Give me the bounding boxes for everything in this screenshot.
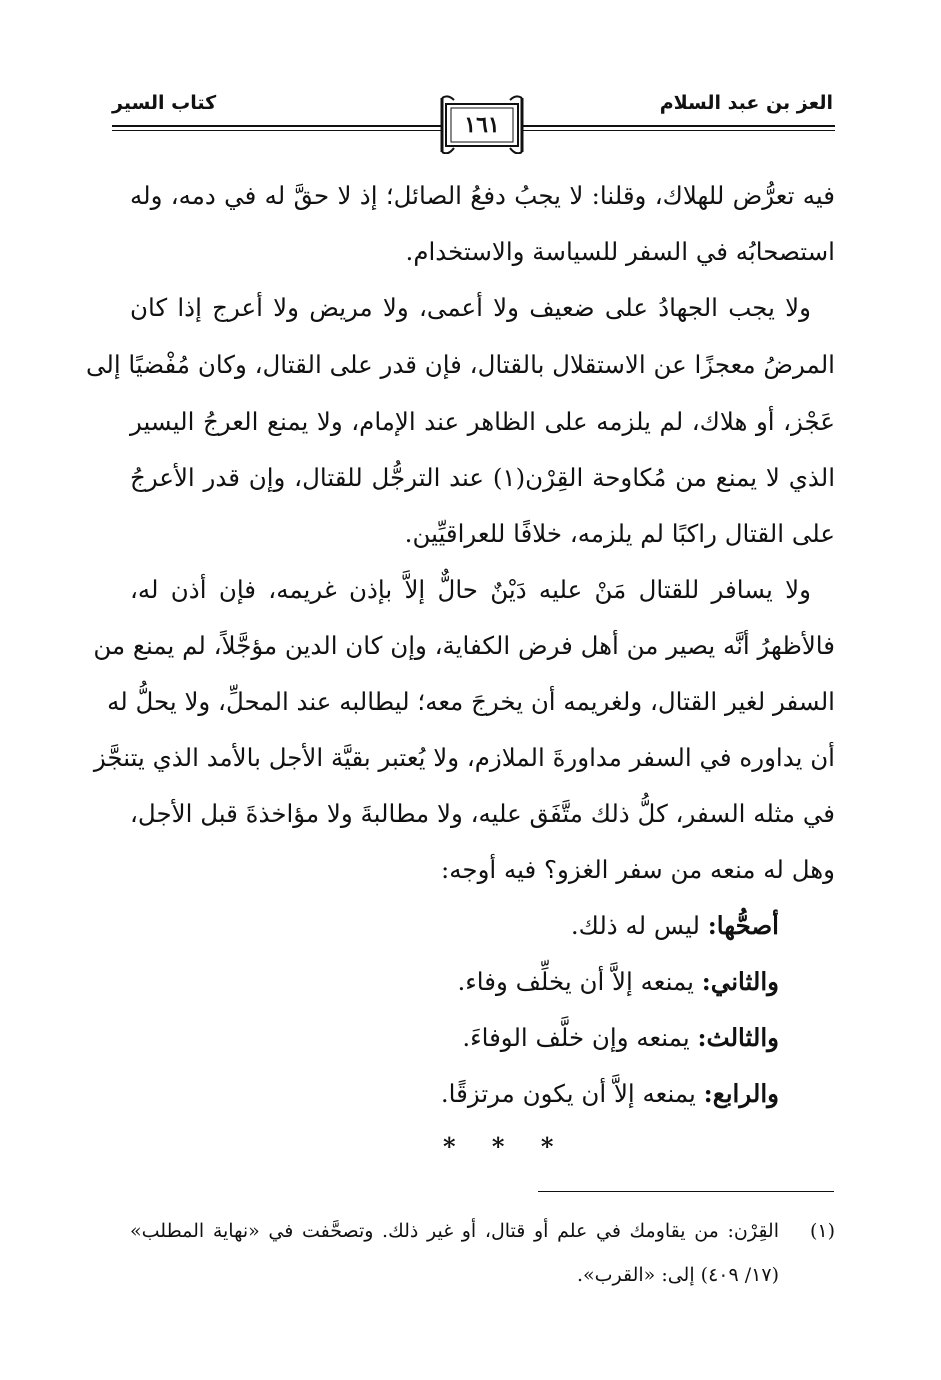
header-rule-right-thin xyxy=(522,130,835,131)
option-text: يمنعه إلاَّ أن يخلِّف وفاء. xyxy=(457,967,702,996)
option-text: يمنعه إلاَّ أن يكون مرتزقًا. xyxy=(440,1079,704,1108)
option-label: والرابع: xyxy=(703,1079,779,1108)
page-number: ١٦١ xyxy=(464,112,500,138)
text-line-4: المرضُ معجزًا عن الاستقلال بالقتال، فإن قدر على القتال، وكان مُفْضيًا إلى xyxy=(85,350,835,379)
header-rule-left xyxy=(112,125,442,127)
text-line-9: فالأظهرُ أنَّه يصير من أهل فرض الكفاية، وإن كان الدين مؤجَّلاً، لم يمنع من xyxy=(93,631,835,660)
text-line-6: الذي لا يمنع من مُكاوحة القِرْن(١) عند الترجُّل للقتال، وإن قدر الأعرجُ xyxy=(130,463,836,492)
page-number-frame xyxy=(440,94,524,154)
text-line-5: عَجْز، أو هلاك، لم يلزمه على الظاهر عند الإمام، ولا يمنع العرجُ اليسير xyxy=(130,407,835,436)
text-line-13: وهل له منعه من سفر الغزو؟ فيه أوجه: xyxy=(441,855,835,884)
text-line-10: السفر لغير القتال، ولغريمه أن يخرجَ معه؛ ليطالبه عند المحلِّ، ولا يحلُّ له xyxy=(107,687,835,716)
header-rule-right xyxy=(522,125,835,127)
running-head-section: كتاب السير xyxy=(112,92,217,114)
option-line-2 xyxy=(457,967,779,996)
text-line-3: ولا يجب الجهادُ على ضعيف ولا أعمى، ولا مريض ولا أعرج إذا كان xyxy=(130,293,811,322)
option-text: ليس له ذلك. xyxy=(570,911,708,940)
header-rule-left-thin xyxy=(112,130,442,131)
text-line-12: في مثله السفر، كلُّ ذلك متَّفَق عليه، ولا مطالبةَ ولا مؤاخذةَ قبل الأجل، xyxy=(130,799,835,828)
option-label: والثالث: xyxy=(697,1023,779,1052)
text-line-8: ولا يسافر للقتال مَنْ عليه دَيْنٌ حالٌّ إلاَّ بإذن غريمه، فإن أذن له، xyxy=(130,575,811,604)
option-text: يمنعه وإن خلَّف الوفاءَ. xyxy=(462,1023,698,1052)
footnote-text-1: القِرْن: من يقاومك في علم أو قتال، أو غير ذلك. وتصحَّفت في «نهاية المطلب» xyxy=(130,1220,779,1242)
footnote-line-2: (١٧/ ٤٠٩) إلى: «القرب». xyxy=(576,1264,779,1286)
option-line-4 xyxy=(440,1079,779,1108)
section-separator: * * * xyxy=(443,1132,568,1161)
option-label: أصحُّها: xyxy=(707,911,779,940)
option-line-1 xyxy=(570,911,779,940)
text-line-1: فيه تعرُّض للهلاك، وقلنا: لا يجبُ دفعُ الصائل؛ إذ لا حقَّ له في دمه، وله xyxy=(130,181,835,210)
option-line-3 xyxy=(462,1023,779,1052)
footnote-line-1 xyxy=(130,1220,835,1242)
running-head-author: العز بن عبد السلام xyxy=(659,92,833,114)
footnote-number: (١) xyxy=(809,1220,835,1242)
text-line-2: استصحابُه في السفر للسياسة والاستخدام. xyxy=(405,237,835,266)
footnote-rule xyxy=(538,1191,834,1192)
option-label: والثاني: xyxy=(701,967,779,996)
text-line-7: على القتال راكبًا لم يلزمه، خلافًا للعراقيِّين. xyxy=(404,519,835,548)
text-line-11: أن يداوره في السفر مداورةَ الملازم، ولا يُعتبر بقيَّة الأجل بالأمد الذي يتنجَّز xyxy=(93,743,835,772)
